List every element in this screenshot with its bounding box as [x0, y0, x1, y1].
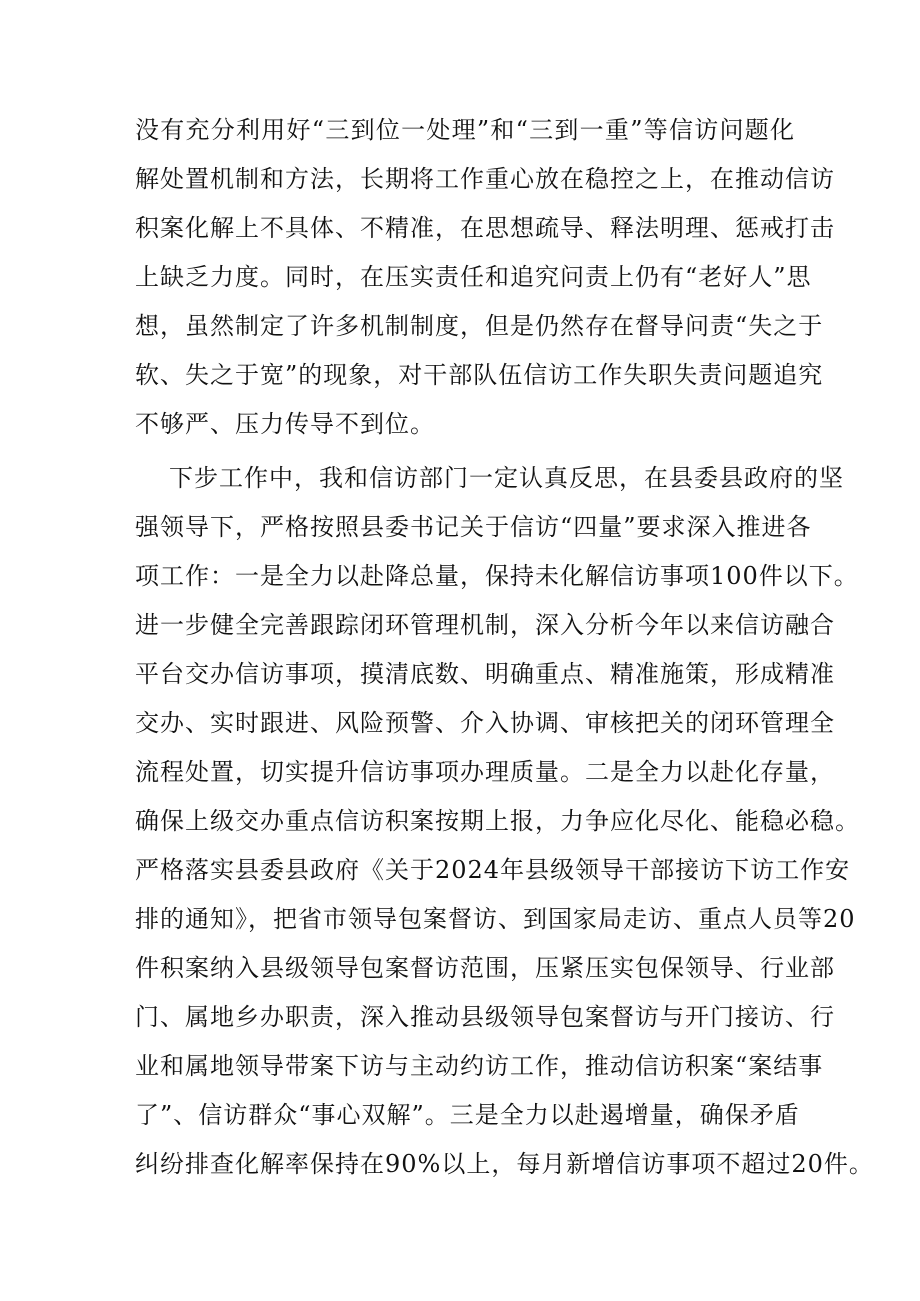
paragraph-1-line: 解处置机制和方法，长期将工作重心放在稳控之上，在推动信访 — [135, 165, 835, 193]
paragraph-2-line: 进一步健全完善跟踪闭环管理机制，深入分析今年以来信访融合 — [135, 611, 835, 639]
paragraph-1-line: 积案化解上不具体、不精准，在思想疏导、释法明理、惩戒打击 — [135, 214, 835, 242]
paragraph-2-line: 件积案纳入县级领导包案督访范围，压紧压实包保领导、行业部 — [135, 954, 835, 982]
paragraph-2-line: 排的通知》，把省市领导包案督访、到国家局走访、重点人员等20 — [135, 905, 856, 933]
paragraph-1-line: 想，虽然制定了许多机制制度，但是仍然存在督导问责“失之于 — [135, 312, 824, 340]
paragraph-2-line: 平台交办信访事项，摸清底数、明确重点、精准施策，形成精准 — [135, 660, 835, 688]
paragraph-1-line: 不够严、压力传导不到位。 — [135, 410, 435, 438]
paragraph-2-line: 了”、信访群众“事心双解”。三是全力以赴遏增量，确保矛盾 — [135, 1101, 800, 1129]
paragraph-2-line: 强领导下，严格按照县委书记关于信访“四量”要求深入推进各 — [135, 513, 812, 541]
paragraph-2-line: 项工作：一是全力以赴降总量，保持未化解信访事项100件以下。 — [135, 562, 859, 590]
paragraph-1-line: 没有充分利用好“三到位一处理”和“三到一重”等信访问题化 — [135, 116, 795, 144]
paragraph-1 — [135, 106, 835, 449]
paragraph-2-line: 下步工作中，我和信访部门一定认真反思，在县委县政府的坚 — [169, 464, 844, 492]
paragraph-2-line: 门、属地乡办职责，深入推动县级领导包案督访与开门接访、行 — [135, 1003, 835, 1031]
paragraph-2-line: 确保上级交办重点信访积案按期上报，力争应化尽化、能稳必稳。 — [135, 807, 860, 835]
paragraph-2-line: 流程处置，切实提升信访事项办理质量。二是全力以赴化存量， — [135, 758, 835, 786]
paragraph-2-line: 严格落实县委县政府《关于2024年县级领导干部接访下访工作安 — [135, 856, 851, 884]
paragraph-2 — [135, 454, 874, 1189]
paragraph-2-line: 交办、实时跟进、风险预警、介入协调、审核把关的闭环管理全 — [135, 709, 835, 737]
paragraph-2-line: 纠纷排查化解率保持在90%以上，每月新增信访事项不超过20件。 — [135, 1150, 874, 1178]
paragraph-1-line: 上缺乏力度。同时，在压实责任和追究问责上仍有“老好人”思 — [135, 263, 812, 291]
paragraph-2-line: 业和属地领导带案下访与主动约访工作，推动信访积案“案结事 — [135, 1052, 824, 1080]
paragraph-1-line: 软、失之于宽”的现象，对干部队伍信访工作失职失责问题追究 — [135, 361, 824, 389]
